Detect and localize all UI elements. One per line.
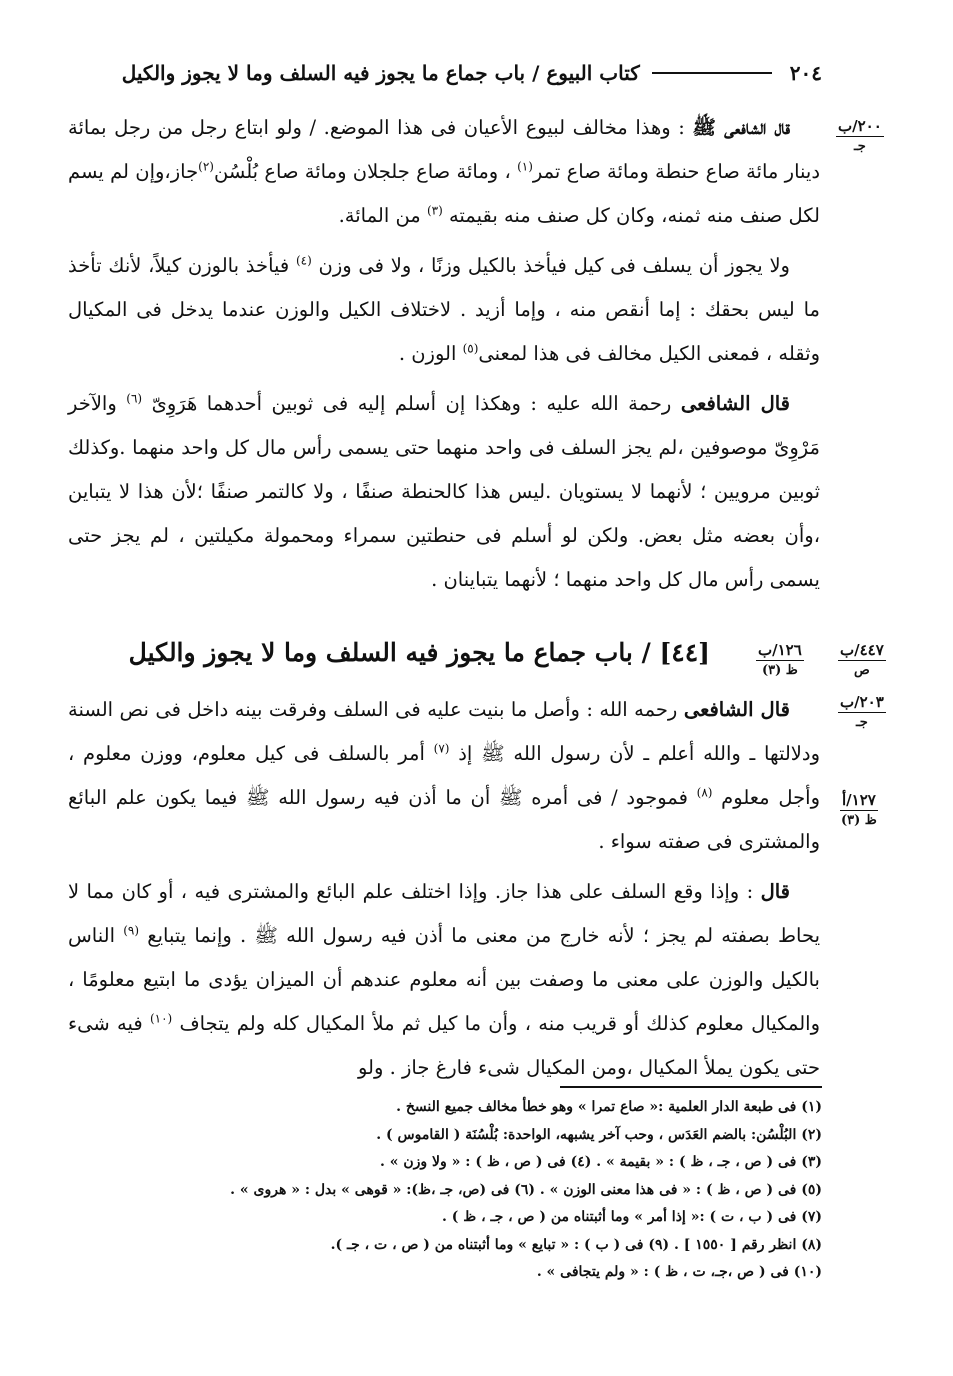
- margin-note-4-manuscript: جـ: [855, 715, 868, 730]
- paragraph: [68, 382, 820, 602]
- footnote: (٨) انظر رقم [ ١٥٥٠ ] . (٩) فى ( ب ) : « تبايع » وما أثبتناه من ( ص ، ت ، جـ ).: [330, 1236, 822, 1253]
- footnote-ref: (١٠): [149, 1011, 173, 1026]
- speaker: قال: [760, 880, 790, 903]
- footnote-ref: (١): [517, 159, 533, 174]
- text: جاز،وإن لم يسم لكل صنف منه ثمنه، وكان كل صنف منه بقيمته: [68, 160, 820, 227]
- chapter-heading: [128, 638, 710, 667]
- margin-note-3-manuscript: ص: [854, 663, 870, 678]
- margin-note-3-folio: ٤٤٧/ب: [840, 641, 884, 659]
- margin-note-4: [838, 692, 886, 733]
- speaker: قال الشافعى ﷺ: [692, 116, 790, 139]
- footnote: (٢) البُلْسُن: بالضم العَدَس ، وحب آخر يشبهه، الواحدة: بُلْسُنَة ( القاموس ) .: [376, 1126, 822, 1143]
- margin-note-2-folio: ١٢٦/ب: [758, 641, 802, 659]
- paragraph: [68, 688, 820, 864]
- running-header: [70, 58, 822, 88]
- text: : وإذا وقع السلف على هذا جاز. وإذا اختلف علم البائع والمشترى فيه ، أو كان مما لا يحاط بصفته لم يجز ؛ لأنه خارج من معنى ما أذن فيه رسول الله ﷺ . وإنما يتبايع: [68, 880, 821, 947]
- margin-note-1: [836, 116, 884, 157]
- text: فيه شىء حتى يكون يملأ المكيال ،ومن المكيال شىء فارغ جاز . ولو: [68, 1012, 820, 1079]
- footnote: (٣) فى ( ص ، جـ ، ظ ) : « بقيمة » . (٤) فى ( ص ، ظ ) : « ولا وزن » .: [380, 1154, 822, 1170]
- footnote-ref: (٧): [433, 741, 450, 756]
- paragraph: [68, 244, 820, 376]
- speaker: قال الشافعى: [680, 392, 790, 415]
- margin-note-2-manuscript: ظ (٣): [761, 663, 798, 678]
- footnote: (٥) فى ( ص ، ظ ) : « فى هذا معنى الوزن » . (٦) فى (ص، جـ ،ظ): « قوهى » بدل : « هروى » .: [230, 1181, 822, 1198]
- text: فيأخذ بالوزن كيلاً، لأنك تأخذ ما ليس بحقك : إما أنقص منه ، وإما أزيد . لاختلاف الكيل والوزن عندما يدخل فى المكيال وثقله ، فمعنى الكيل مخالف فى هذا لمعنى: [68, 254, 820, 365]
- margin-note-2: [756, 640, 804, 681]
- margin-note-4-folio: ٢٠٣/ب: [840, 693, 884, 711]
- paragraph: [68, 870, 820, 1090]
- page-number: ٢٠٤: [789, 61, 822, 85]
- text: أمر بالسلف فى كيل معلوم، ووزن معلوم ، وأجل معلوم: [68, 742, 821, 809]
- text: فموجود / فى أمره ﷺ أن ما أذن فيه رسول الله ﷺ فيما يكون علم البائع والمشترى فى صفته سواء .: [68, 786, 820, 853]
- margin-note-5-manuscript: ظ (٣): [840, 813, 877, 828]
- text: الوزن .: [398, 342, 463, 365]
- section-2: [68, 688, 820, 1090]
- margin-note-5: [840, 790, 878, 831]
- chapter-number: [٤٤]: [659, 638, 710, 667]
- margin-note-1-folio: ٢٠٠/ب: [838, 117, 882, 135]
- footnote: (١٠) فى ( ص ،جـ، ت ، ظ ) : « ولم يتجافى » .: [536, 1264, 822, 1280]
- footnote-ref: (٦): [126, 391, 143, 406]
- footnote-ref: (٣): [426, 203, 443, 218]
- footnote-ref: (٨): [696, 785, 713, 800]
- paragraph: [68, 106, 820, 238]
- margin-note-1-manuscript: جـ: [853, 139, 866, 154]
- header-rule: [652, 72, 772, 74]
- footnote-ref: (٥): [462, 341, 479, 356]
- margin-note-5-folio: ١٢٧/أ: [842, 791, 876, 809]
- running-header-title: كتاب البيوع / باب جماع ما يجوز فيه السلف وما لا يجوز والكيل: [121, 61, 640, 85]
- text: رحمة الله عليه : وهكذا إن أسلم إليه فى ثوبين أحدهما هَرَوِىّ: [142, 392, 681, 415]
- text: ، ومائة صاع جلجلان ومائة صاع بُلْسُن: [213, 160, 518, 183]
- text: من المائة.: [338, 204, 427, 227]
- chapter-title: / باب جماع ما يجوز فيه السلف وما لا يجوز والكيل: [128, 638, 651, 667]
- speaker: قال الشافعى: [683, 698, 790, 721]
- text: رحمه الله : وأصل ما بنيت عليه فى السلف وفرقت بينه داخل فى نص السنة ودلالتها ـ والله أعلم ـ لأن رسول الله ﷺ إذ: [68, 698, 820, 765]
- section-1: [68, 106, 820, 602]
- footnote-ref: (٩): [123, 923, 140, 938]
- text: : وهذا مخالف لبيوع الأعيان فى هذا الموضع. / ولو ابتاع رجل من رجل بمائة دينار مائة صاع حنطة ومائة صاع تمر: [68, 116, 821, 183]
- margin-note-3: [838, 640, 886, 681]
- footnotes: [70, 1094, 822, 1287]
- footnote-ref: (٤): [295, 253, 312, 268]
- footnote: (٧) فى ( ب ، ت ) :« إذا أمر » وما أثبتناه من ( ص ، جـ ، ظ ) .: [442, 1209, 822, 1225]
- footnote-rule: [560, 1086, 822, 1088]
- text: ولا يجوز أن يسلف فى كيل فيأخذ بالكيل وزنًا ، ولا فى وزن: [311, 254, 790, 277]
- footnote-ref: (٢): [198, 159, 214, 174]
- footnote: (١) فى طبعة الدار العلمية :« صاع تمرا » وهو خطأ مخالف جميع النسخ .: [396, 1099, 822, 1115]
- text: الناس بالكيل والوزن على معنى ما وصفت بين أنه معلوم عندهم أن الميزان يؤدى ما ابتيع معلومًا ، والمكيال معلوم كذلك أو قريب منه ، وأن ما كيل ثم ملأ المكيال كله ولم يتجاف: [68, 924, 820, 1035]
- text: والآخر مَرْوِىّ موصوفين ،لم يجز السلف فى واحد منهما حتى يسمى رأس مال كل واحد منهما .وكذلك ثوبين مرويين ؛ لأنهما لا يستويان .ليس هذا كالحنطة صنفًا ، ولا كالتمر صنفًا ؛لأن هذا لا يتباين ،وأن بعضه مثل بعض. ولكن لو أسلم فى حنطتين سمراء ومحمولة مكيلتين ، لم يجز حتى يسمى رأس مال كل واحد منهما ؛ لأنهما يتباينان .: [68, 392, 820, 591]
